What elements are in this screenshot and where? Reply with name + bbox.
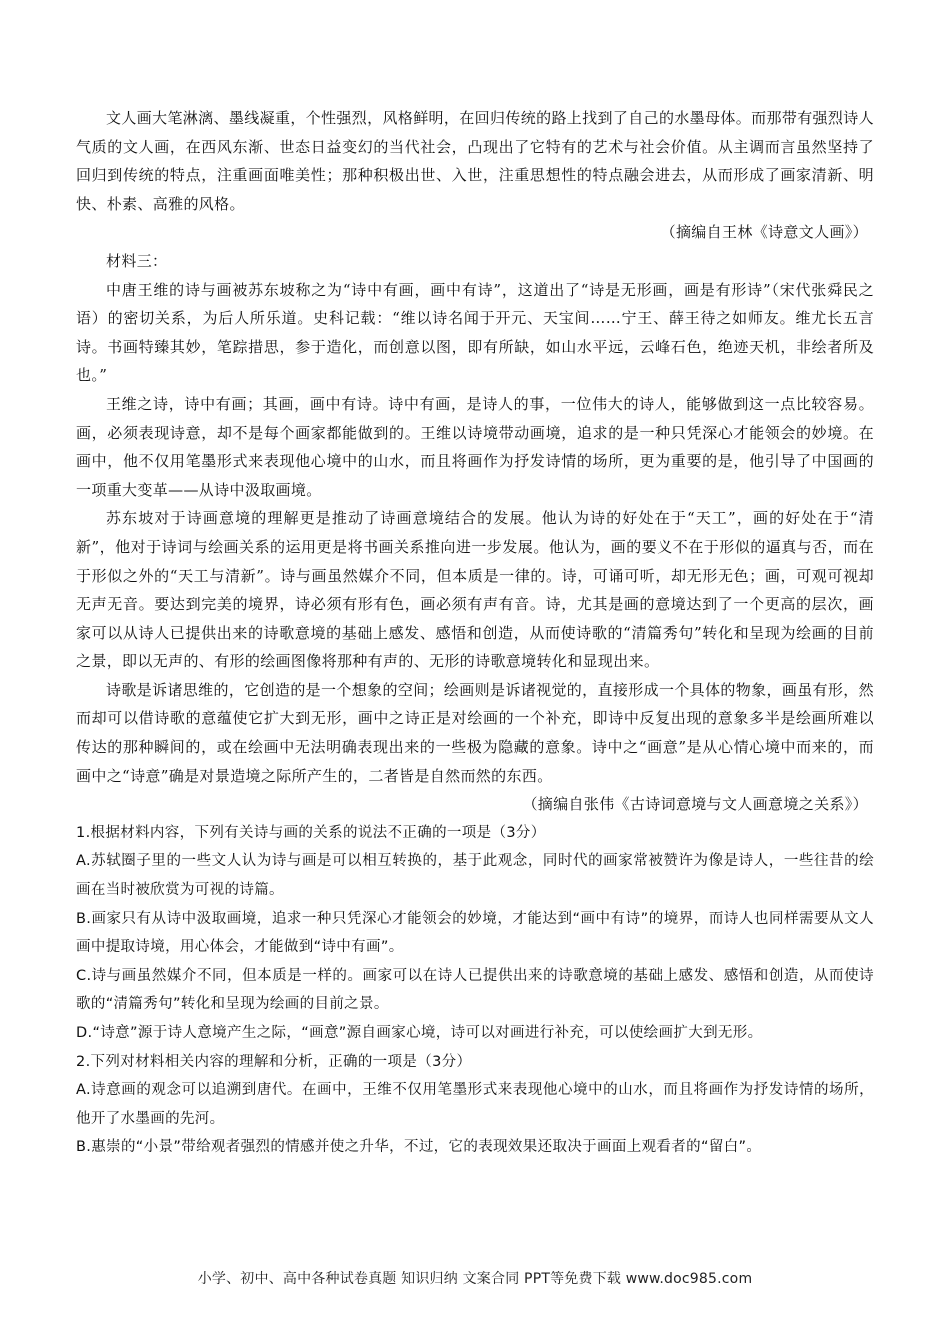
material3-heading: 材料三： (106, 251, 168, 270)
question-1-option-b: B.画家只有从诗中汲取画境，追求一种只凭深心才能领会的妙境，才能达到“画中有诗”的境界，而诗人也同样需要从文人画中提取诗境，用心体会，才能做到“诗中有画”。 (76, 910, 874, 956)
material3-paragraph-1: 中唐王维的诗与画被苏东坡称之为“诗中有画，画中有诗”，这道出了“诗是无形画，画是有形诗”（宋代张舜民之语）的密切关系，为后人所乐道。史科记载：“维以诗名闻于开元、天宝间……宁王、薛王待之如师友。维尤长五言诗。书画特臻其妙，笔踪措思，参于造化，而创意以图，即有所缺，如山水平远，云峰石色，绝迹天机，非绘者所及也。” (76, 280, 874, 385)
question-1-option-d: D.“诗意”源于诗人意境产生之际，“画意”源自画家心境，诗可以对画进行补充，可以使绘画扩大到无形。 (76, 1025, 763, 1041)
document-body (76, 104, 874, 1162)
material3-source: （摘编自张伟《古诗词意境与文人画意境之关系》） (522, 795, 868, 814)
material3-paragraph-3: 苏东坡对于诗画意境的理解更是推动了诗画意境结合的发展。他认为诗的好处在于“天工”，画的好处在于“清新”，他对于诗词与绘画关系的运用更是将书画关系推向进一步发展。他认为，画的要义不在于形似的逼真与否，而在于形似之外的“天工与清新”。诗与画虽然媒介不同，但本质是一律的。诗，可诵可听，却无形无色；画，可观可视却无声无音。要达到完美的境界，诗必须有形有色，画必须有声有音。诗，尤其是画的意境达到了一个更高的层次，画家可以从诗人已提供出来的诗歌意境的基础上感发、感悟和创造，从而使诗歌的“清篇秀句”转化和呈现为绘画的目前之景，即以无声的、有形的绘画图像将那种有声的、无形的诗歌意境转化和显现出来。 (76, 509, 874, 671)
material3-paragraph-2: 王维之诗，诗中有画；其画，画中有诗。诗中有画，是诗人的事，一位伟大的诗人，能够做到这一点比较容易。画，必须表现诗意，却不是每个画家都能做到的。王维以诗境带动画境，追求的是一种只凭深心才能领会的妙境。在画中，他不仅用笔墨形式来表现他心境中的山水，而且将画作为抒发诗情的场所，更为重要的是，他引导了中国画的一项重大变革——从诗中汲取画境。 (76, 394, 874, 499)
material3-paragraph-4: 诗歌是诉诸思维的，它创造的是一个想象的空间；绘画则是诉诸视觉的，直接形成一个具体的物象，画虽有形，然而却可以借诗歌的意蕴使它扩大到无形，画中之诗正是对绘画的一个补充，即诗中反复出现的意象多半是绘画所难以传达的那种瞬间的，或在绘画中无法明确表现出来的一些极为隐藏的意象。诗中之“画意”是从心情心境中而来的，而画中之“诗意”确是对景造境之际所产生的，二者皆是自然而然的东西。 (76, 680, 874, 785)
question-2-option-a: A.诗意画的观念可以追溯到唐代。在画中，王维不仅用笔墨形式来表现他心境中的山水，而且将画作为抒发诗情的场所，他开了水墨画的先河。 (76, 1082, 874, 1127)
question-1-option-a: A.苏轼圈子里的一些文人认为诗与画是可以相互转换的，基于此观念，同时代的画家常被赞许为像是诗人，一些往昔的绘画在当时被欣赏为可视的诗篇。 (76, 853, 874, 899)
question-2-option-b: B.惠崇的“小景”带给观者强烈的情感并使之升华，不过，它的表现效果还取决于画面上观看者的“留白”。 (76, 1139, 762, 1156)
question-2-stem: 2.下列对材料相关内容的理解和分析，正确的一项是（3分） (76, 1053, 472, 1070)
material2-paragraph: 文人画大笔淋漓、墨线凝重，个性强烈，风格鲜明，在回归传统的路上找到了自己的水墨母体。而那带有强烈诗人气质的文人画，在西风东渐、世态日益变幻的当代社会，凸现出了它特有的艺术与社会价值。从主调而言虽然坚持了回归到传统的特点，注重画面唯美性；那种积极出世、入世，注重思想性的特点融会进去，从而形成了画家清新、明快、朴素、高雅的风格。 (76, 109, 874, 213)
material2-source: （摘编自王林《诗意文人画》） (660, 223, 868, 242)
question-1-option-c: C.诗与画虽然媒介不同，但本质是一样的。画家可以在诗人已提供出来的诗歌意境的基础上感发、感悟和创造，从而使诗歌的“清篇秀句”转化和呈现为绘画的目前之景。 (76, 967, 874, 1013)
page-footer: 小学、初中、高中各种试卷真题 知识归纳 文案合同 PPT等免费下载 www.doc985.com (197, 1271, 753, 1287)
question-1-stem: 1.根据材料内容，下列有关诗与画的关系的说法不正确的一项是（3分） (76, 824, 546, 841)
